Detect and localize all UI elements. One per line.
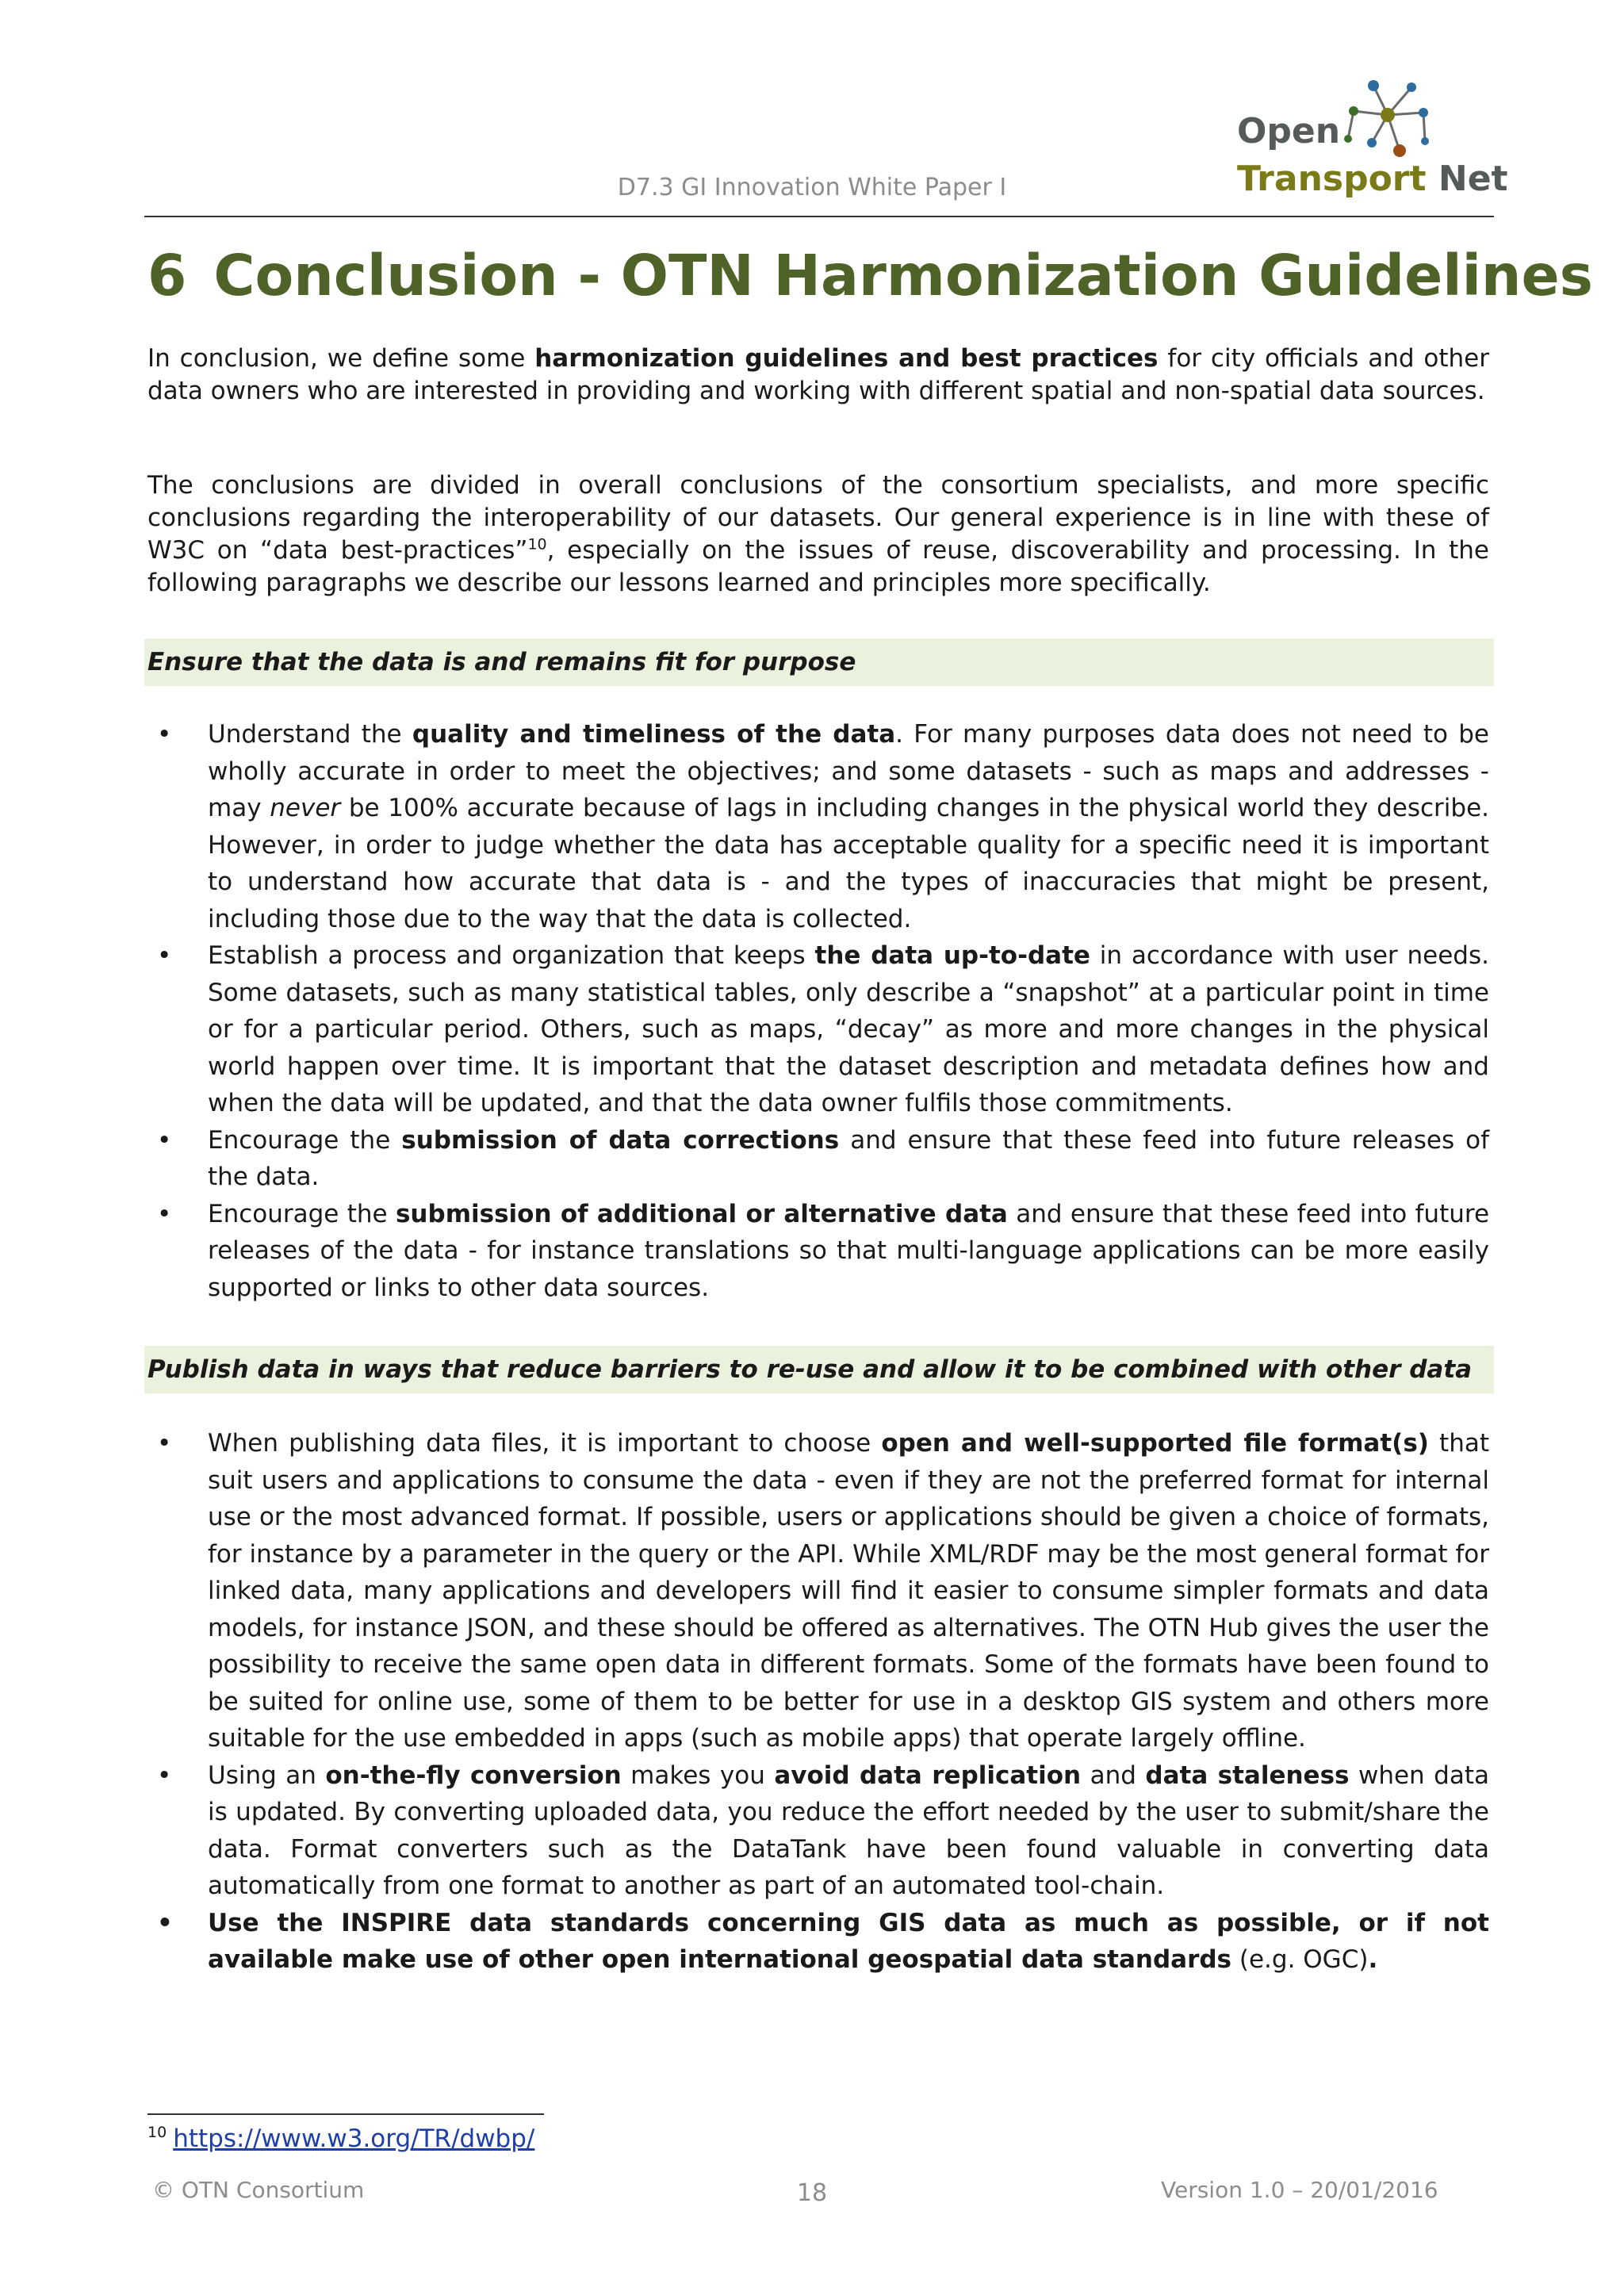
item-bold: quality and timeliness of the data	[412, 720, 896, 749]
item-text: makes you	[621, 1761, 775, 1790]
list-item	[147, 937, 1489, 1122]
list-item	[147, 1757, 1489, 1905]
intro2-text: The conclusions are divided in overall conclusions of the consortium specialists, and more specific conclusions regarding the interoperability of our datasets. Our general experience is in line with these of W3C on “data best-practices”	[147, 471, 1489, 565]
item-text: when data is updated. By converting uploaded data, you reduce the effort needed by the user to submit/share the data. Format converters such as the DataTank have been found valuable in converting data automatically from one format to another as part of an automated tool-chain.	[208, 1761, 1489, 1900]
bullet-icon: •	[157, 720, 172, 749]
item-text: Encourage the	[208, 1199, 396, 1228]
item-text: that suit users and applications to consume the data - even if they are not the preferred format for internal use or the most advanced format. If possible, users or applications should be given a choice of formats, for instance by a parameter in the query or the API. While XML/RDF may be the most general format for linked data, many applications and developers will find it easier to consume simpler formats and data models, for instance JSON, and these should be offered as alternatives. The OTN Hub gives the user the possibility to receive the same open data in different formats. Some of the formats have been found to be suited for online use, some of them to be better for use in a desktop GIS system and others more suitable for the use embedded in apps (such as mobile apps) that operate largely offline.	[208, 1429, 1490, 1753]
item-text: in accordance with user needs. Some datasets, such as many statistical tables, only describe a “snapshot” at a particular point in time or for a particular period. Others, such as maps, “decay” as more and more changes in the physical world happen over time. It is important that the dataset description and metadata defines how and when the data will be updated, and that the data owner fulfils those commitments.	[208, 941, 1489, 1117]
intro1-text: In conclusion, we define some	[147, 344, 535, 373]
list-item	[147, 1425, 1489, 1757]
item-bold: .	[1368, 1945, 1378, 1974]
footnote	[147, 2124, 534, 2153]
list-item	[147, 716, 1489, 937]
list-item	[147, 1196, 1489, 1307]
bullet-icon: •	[157, 1199, 172, 1228]
item-bold: on-the-fly conversion	[325, 1761, 622, 1790]
network-nodes-icon	[1336, 79, 1439, 167]
item-text: Encourage the	[208, 1125, 402, 1155]
item-bold: Use the INSPIRE data standards concerning GIS data as much as possible, or if not available make use of other open international geospatial data standards	[208, 1908, 1489, 1974]
bullet-icon: •	[157, 941, 172, 970]
footnote-link[interactable]: https://www.w3.org/TR/dwbp/	[173, 2125, 535, 2153]
item-text: (e.g. OGC)	[1231, 1945, 1369, 1974]
subheading-reduce-barriers: Publish data in ways that reduce barriers to re-use and allow it to be combined with other data	[147, 1355, 1473, 1384]
subheading-band-fit-for-purpose	[144, 638, 1494, 686]
intro1-text-end: for city officials and other data owners who are interested in providing and working with different spatial and non-spatial data sources.	[147, 344, 1489, 405]
item-text: and	[1081, 1761, 1146, 1790]
item-bold: open and well-supported file format(s)	[881, 1429, 1429, 1458]
item-text: and ensure that these feed into future releases of the data.	[208, 1125, 1489, 1191]
item-text: Understand the	[208, 720, 412, 749]
footer-copyright: © OTN Consortium	[152, 2177, 365, 2203]
bullet-icon: •	[157, 1908, 173, 1937]
bullet-icon: •	[157, 1429, 172, 1458]
list-item	[147, 1122, 1489, 1196]
intro2-text-end: , especially on the issues of reuse, discoverability and processing. In the following paragraphs we describe our lessons learned and principles more specifically.	[147, 536, 1489, 597]
item-bold: submission of data corrections	[401, 1125, 840, 1155]
item-bold: the data up-to-date	[814, 941, 1090, 970]
footer-version: Version 1.0 – 20/01/2016	[1161, 2177, 1438, 2203]
logo-text-open: Open	[1237, 111, 1341, 151]
subheading-band-reduce-barriers	[144, 1346, 1494, 1393]
item-italic: never	[270, 794, 341, 822]
intro-paragraph-1	[147, 343, 1489, 408]
item-text: When publishing data files, it is important to choose	[208, 1429, 882, 1458]
item-text: Using an	[208, 1761, 326, 1790]
item-text: be 100% accurate because of lags in including changes in the physical world they describe. However, in order to judge whether the data has acceptable quality for a specific need it is important to understand how accurate that data is - and the types of inaccuracies that might be present, including those due to the way that the data is collected.	[208, 794, 1490, 933]
subheading-fit-for-purpose: Ensure that the data is and remains fit for purpose	[147, 648, 856, 676]
section-number: 6	[147, 243, 187, 308]
reduce-barriers-list	[147, 1425, 1489, 1979]
logo-text-transport-net	[1237, 159, 1508, 199]
item-text: Establish a process and organization that keeps	[208, 941, 815, 970]
fit-for-purpose-list	[147, 716, 1489, 1306]
list-item	[147, 1905, 1489, 1979]
running-header-title: D7.3 GI Innovation White Paper I	[617, 174, 1007, 201]
item-text: and ensure that these feed into future releases of the data - for instance translations so that multi-language applications can be more easily supported or links to other data sources.	[208, 1199, 1490, 1302]
bullet-icon: •	[157, 1761, 172, 1790]
item-text: . For many purposes data does not need to be wholly accurate in order to meet the objectives; and some datasets - such as maps and addresses - may	[208, 720, 1489, 822]
intro-paragraph-2	[147, 469, 1489, 600]
item-bold: data staleness	[1145, 1761, 1350, 1790]
logo-text-net: Net	[1438, 159, 1508, 199]
section-heading	[147, 243, 1593, 308]
otn-logo	[1237, 79, 1508, 206]
footnote-number: 10	[147, 2124, 167, 2141]
section-title: Conclusion - OTN Harmonization Guidelines	[213, 243, 1593, 308]
page-number: 18	[796, 2179, 828, 2207]
item-bold: avoid data replication	[774, 1761, 1082, 1790]
intro1-bold: harmonization guidelines and best practices	[534, 344, 1159, 373]
logo-text-transport: Transport	[1237, 159, 1427, 199]
footnote-ref[interactable]: 10	[527, 535, 547, 554]
bullet-icon: •	[157, 1125, 172, 1155]
item-bold: submission of additional or alternative data	[395, 1199, 1008, 1228]
footnote-divider	[147, 2113, 544, 2115]
header-divider	[144, 216, 1494, 217]
